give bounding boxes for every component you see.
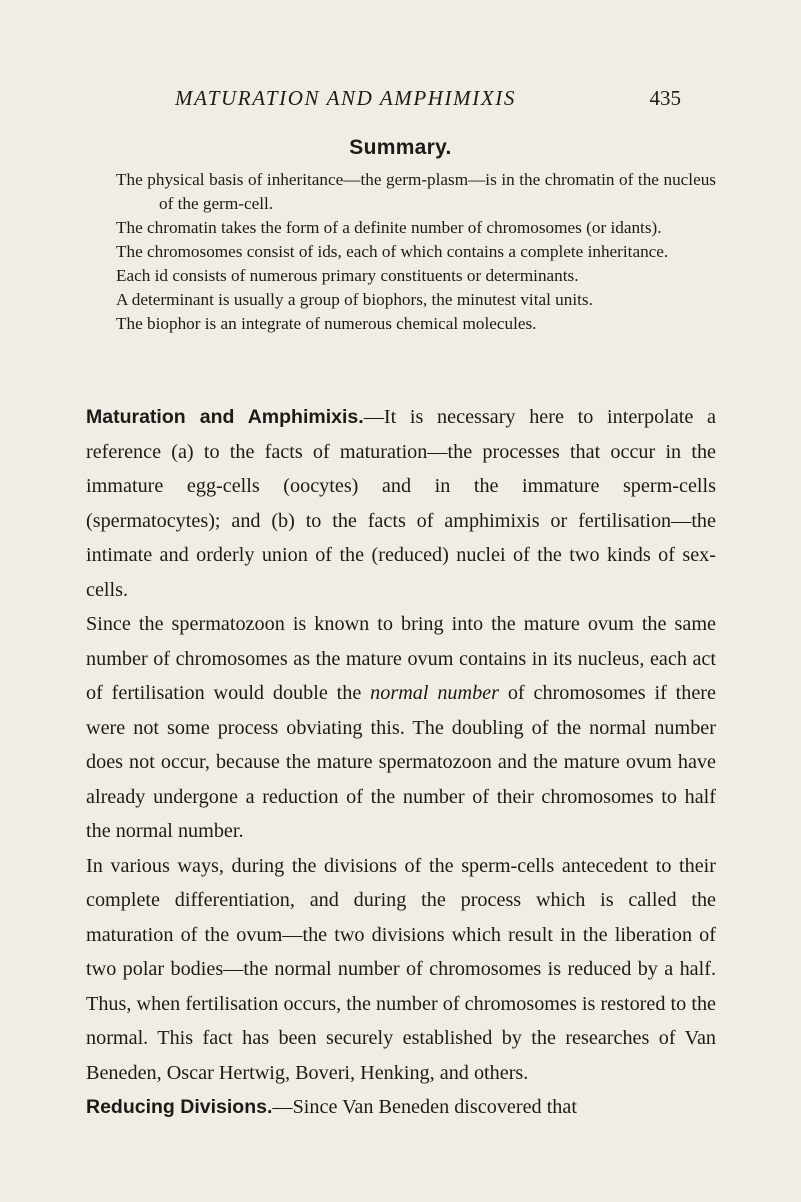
paragraph-text: —Since Van Beneden discovered that	[272, 1096, 577, 1118]
section-head-maturation: Maturation and Amphimixis.	[86, 406, 364, 428]
summary-item: Each id consists of numerous primary constituents or determinants.	[116, 266, 579, 285]
summary-heading: Summary.	[349, 136, 452, 159]
running-title: MATURATION AND AMPHIMIXIS	[175, 86, 516, 110]
paragraph-divisions: In various ways, during the divisions of the sperm-cells antecedent to their complete differentiation, and during the process which is called the maturation of the ovum—the two divisions which result in the liberation of two polar bodies—the normal number of chromosomes is reduced by a half. Thus, when fertilisation occurs, the number of chromosomes is restored to the normal. This fact has been securely established by the researches of Van Beneden, Oscar Hertwig, Boveri, Henking, and others.	[86, 854, 716, 1084]
paragraph-text: —It is necessary here to interpolate a reference (a) to the facts of maturation—the processes that occur in the immature egg-cells (oocytes) and in the immature sperm-cells (spermatocytes); and (b) to the facts of amphimixis or fertilisation—the intimate and orderly union of the (reduced) nuclei of the two kinds of sex-cells.	[86, 406, 717, 601]
page-number: 435	[649, 86, 681, 110]
summary-item: A determinant is usually a group of biophors, the minutest vital units.	[116, 290, 593, 309]
summary-item: The biophor is an integrate of numerous chemical molecules.	[116, 314, 537, 333]
page-header	[175, 86, 681, 116]
summary-list	[116, 168, 716, 336]
paragraph-reducing	[86, 1090, 716, 1125]
section-head-reducing: Reducing Divisions.	[86, 1096, 273, 1118]
paragraph-spermatozoon	[86, 607, 716, 849]
body-text	[86, 400, 716, 1125]
summary-item: The physical basis of inheritance—the germ-plasm—is in the chromatin of the nucleus of the germ-cell.	[116, 170, 716, 213]
emphasis-text: normal number	[370, 682, 499, 704]
paragraph-maturation	[86, 400, 716, 607]
summary-item: The chromatin takes the form of a definite number of chromosomes (or idants).	[116, 218, 662, 237]
paragraph-text: Since the spermatozoon is known to bring into the mature ovum the same number of chromosomes as the mature ovum contains in its nucleus, each act of fertilisation would double the	[86, 613, 716, 704]
summary-item: The chromosomes consist of ids, each of which contains a complete inheritance.	[116, 242, 669, 261]
paragraph-text: of chromosomes if there were not some process obviating this. The doubling of the normal number does not occur, because the mature spermatozoon and the mature ovum have already undergone a reduction of the number of their chromosomes to half the normal number.	[86, 682, 716, 842]
